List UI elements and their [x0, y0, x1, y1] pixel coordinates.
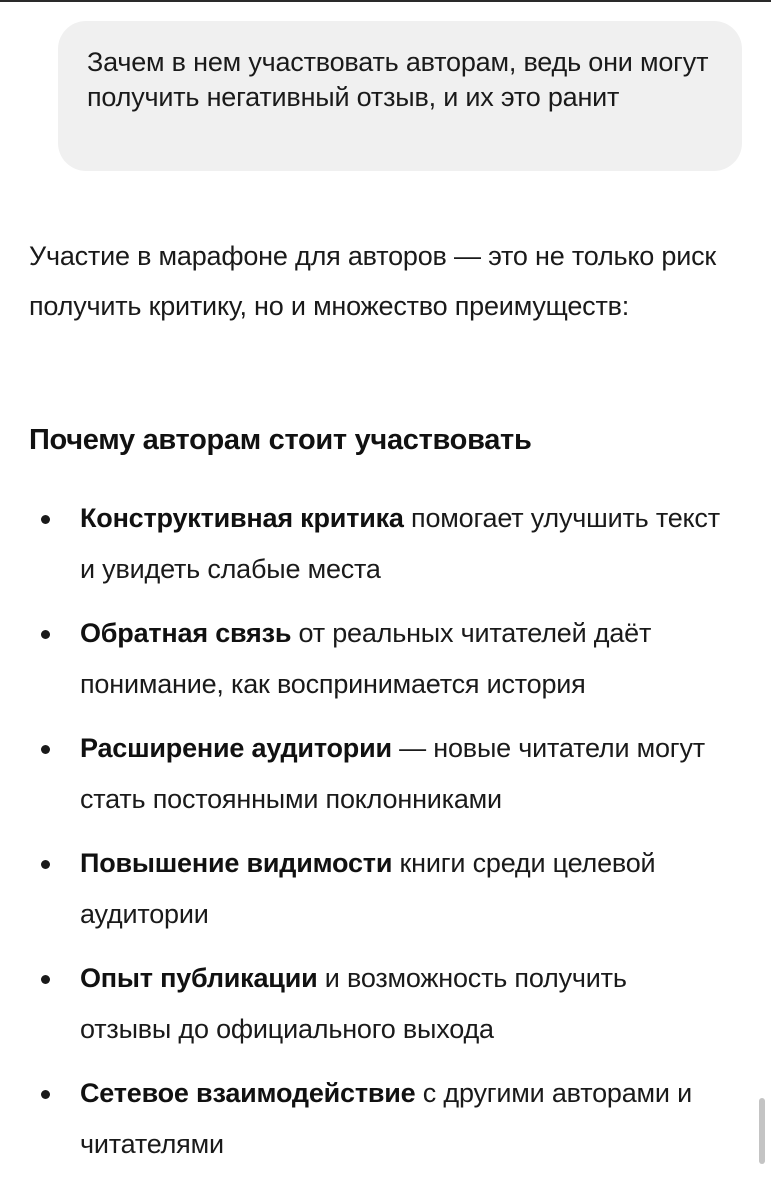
- benefit-title: Конструктивная критика: [80, 503, 404, 533]
- bullet-icon: [41, 745, 50, 754]
- benefit-description: книги среди целевой аудитории: [80, 848, 656, 929]
- bullet-icon: [41, 1090, 50, 1099]
- benefit-list: [0, 493, 771, 1183]
- user-message-text: Зачем в нем участвовать авторам, ведь они могут получить негативный отзыв, и их это ранит: [87, 47, 709, 112]
- benefit-title: Расширение аудитории: [80, 733, 392, 763]
- list-item: [0, 493, 720, 595]
- bullet-icon: [41, 630, 50, 639]
- user-message-bubble: [58, 21, 742, 171]
- benefit-title: Сетевое взаимодействие: [80, 1078, 416, 1108]
- benefit-title: Повышение видимости: [80, 848, 393, 878]
- list-item: [0, 723, 720, 825]
- list-item: [0, 1068, 720, 1170]
- benefit-title: Опыт публикации: [80, 963, 318, 993]
- benefit-description: и возможность получить отзывы до официального выхода: [80, 963, 627, 1044]
- bullet-icon: [41, 860, 50, 869]
- benefit-description: с другими авторами и читателями: [80, 1078, 692, 1159]
- top-divider: [0, 0, 771, 2]
- benefit-description: помогает улучшить текст и увидеть слабые места: [80, 503, 720, 584]
- benefit-description: — новые читатели могут стать постоянными поклонниками: [80, 733, 705, 814]
- list-item: [0, 608, 720, 710]
- scrollbar[interactable]: [759, 1098, 765, 1164]
- benefit-description: от реальных читателей даёт понимание, как воспринимается история: [80, 618, 652, 699]
- benefit-title: Обратная связь: [80, 618, 292, 648]
- list-item: [0, 953, 720, 1055]
- assistant-intro-text: Участие в марафоне для авторов — это не только риск получить критику, но и множество преимуществ:: [29, 241, 717, 321]
- list-item: [0, 838, 720, 940]
- bullet-icon: [41, 975, 50, 984]
- bullet-icon: [41, 515, 50, 524]
- section-heading: Почему авторам стоит участвовать: [29, 424, 532, 456]
